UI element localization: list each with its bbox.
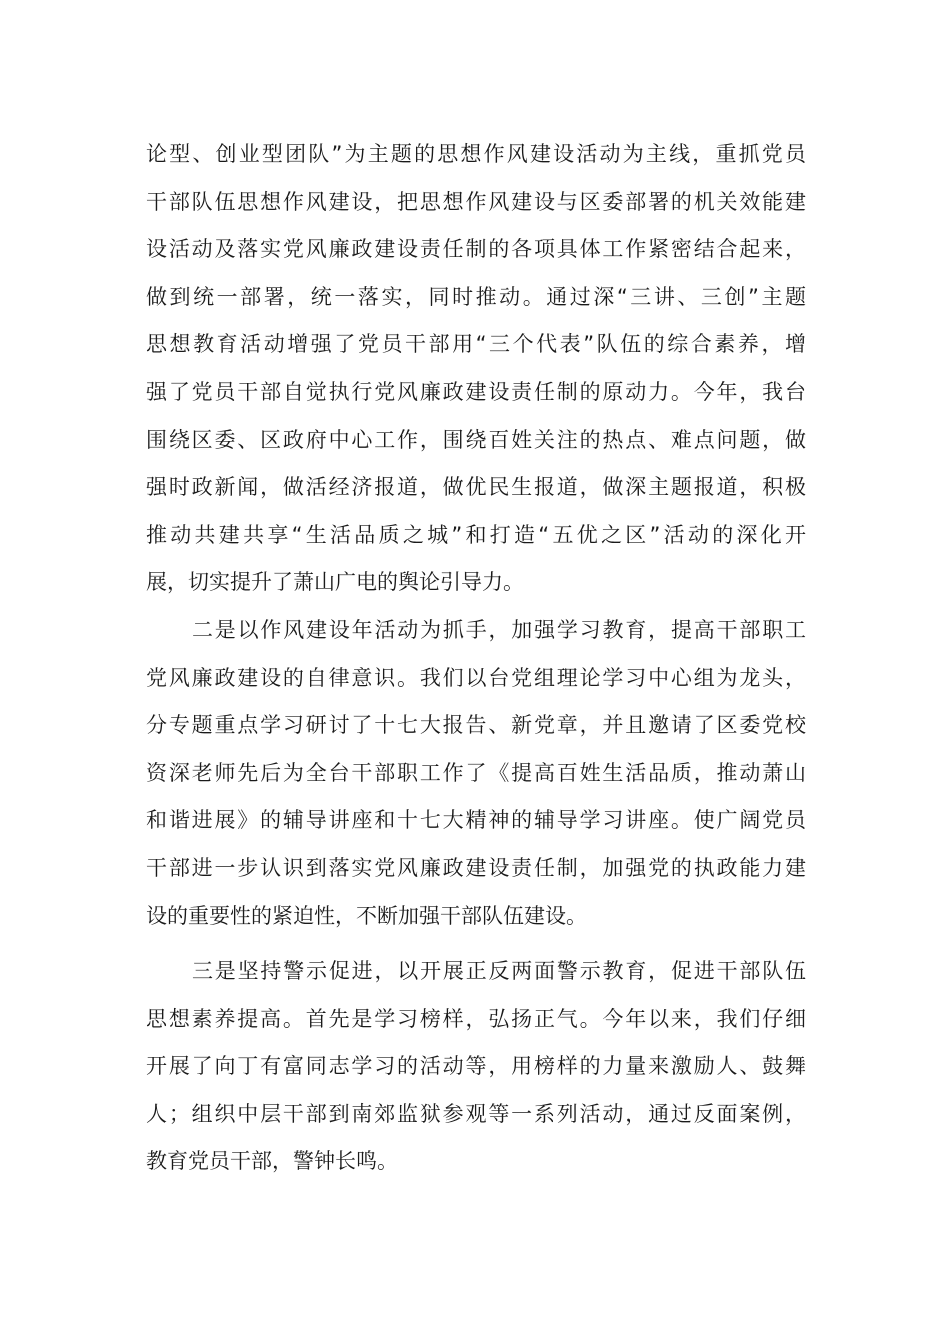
text-line: 思想素养提高。首先是学习榜样，弘扬正气。今年以来，我们仔细 <box>146 1006 806 1031</box>
text-line: 强时政新闻，做活经济报道，做优民生报道，做深主题报道，积极 <box>146 475 806 500</box>
text-line: 人；组织中层干部到南郊监狱参观等一系列活动，通过反面案例， <box>146 1101 806 1126</box>
text-line: 二是以作风建设年活动为抓手，加强学习教育，提高干部职工 <box>192 617 806 642</box>
text-line: 和谐进展》的辅导讲座和十七大精神的辅导学习讲座。使广阔党员 <box>146 808 806 833</box>
text-line: 设活动及落实党风廉政建设责任制的各项具体工作紧密结合起来， <box>146 237 806 262</box>
text-line: 教育党员干部，警钟长鸣。 <box>146 1149 398 1174</box>
text-line: 设的重要性的紧迫性，不断加强干部队伍建设。 <box>146 903 587 928</box>
text-line: 论型、创业型团队”为主题的思想作风建设活动为主线，重抓党员 <box>146 142 806 166</box>
paragraph-2 <box>146 607 806 940</box>
text-line: 干部队伍思想作风建设，把思想作风建设与区委部署的机关效能建 <box>146 189 806 214</box>
text-line: 党风廉政建设的自律意识。我们以台党组理论学习中心组为龙头， <box>146 665 806 690</box>
text-line: 干部进一步认识到落实党风廉政建设责任制，加强党的执政能力建 <box>146 855 806 880</box>
text-line: 推动共建共享“生活品质之城”和打造“五优之区”活动的深化开 <box>146 522 806 547</box>
document-body <box>146 131 806 1186</box>
text-line: 思想教育活动增强了党员干部用“三个代表”队伍的综合素养，增 <box>146 332 806 357</box>
text-line: 三是坚持警示促进，以开展正反两面警示教育，促进干部队伍 <box>192 959 806 984</box>
text-line: 分专题重点学习研讨了十七大报告、新党章，并且邀请了区委党校 <box>146 713 806 738</box>
paragraph-1 <box>146 131 806 607</box>
text-line: 强了党员干部自觉执行党风廉政建设责任制的原动力。今年，我台 <box>146 379 806 404</box>
paragraph-3 <box>146 948 806 1186</box>
text-line: 开展了向丁有富同志学习的活动等，用榜样的力量来激励人、鼓舞 <box>146 1054 806 1079</box>
text-line: 展，切实提升了萧山广电的舆论引导力。 <box>146 570 524 595</box>
paragraph-gap <box>146 940 806 948</box>
text-line: 围绕区委、区政府中心工作，围绕百姓关注的热点、难点问题，做 <box>146 427 806 452</box>
text-line: 资深老师先后为全台干部职工作了《提高百姓生活品质，推动萧山 <box>146 760 806 785</box>
text-line: 做到统一部署，统一落实，同时推动。通过深“三讲、三创”主题 <box>146 284 806 309</box>
